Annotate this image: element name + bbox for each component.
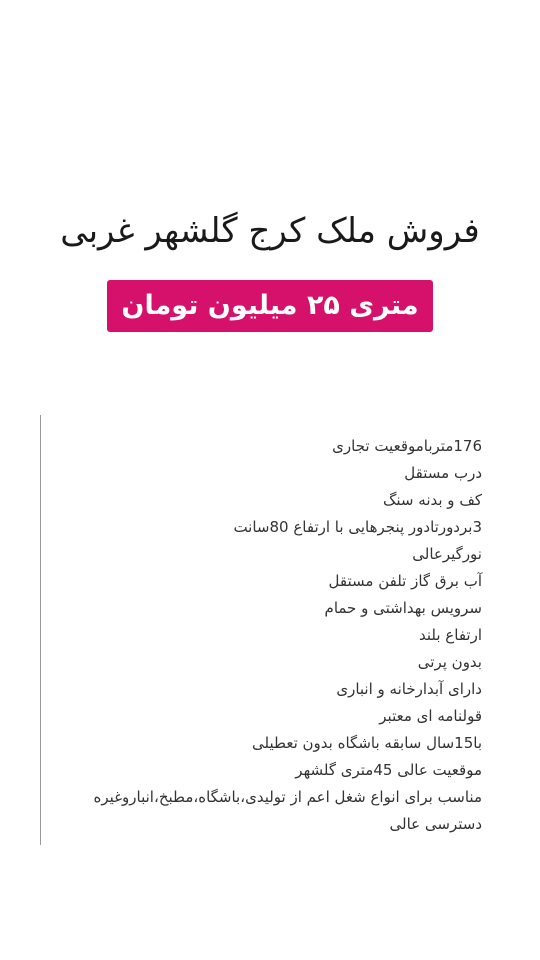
feature-item: نورگیرعالی	[412, 545, 482, 563]
price-badge-wrapper	[0, 280, 540, 332]
feature-item: سرویس بهداشتی و حمام	[324, 599, 482, 617]
feature-item: با15سال سابقه باشگاه بدون تعطیلی	[252, 734, 482, 752]
feature-item: ارتفاع بلند	[418, 626, 482, 644]
feature-item: درب مستقل	[404, 464, 482, 482]
feature-item: قولنامه ای معتبر	[379, 707, 482, 725]
feature-item: موقعیت عالی 45متری گلشهر	[295, 761, 482, 779]
divider-line	[40, 415, 41, 845]
feature-item: 3بردورتادور پنجرهایی با ارتفاع 80سانت	[233, 518, 482, 536]
feature-item: دسترسی عالی	[389, 815, 482, 833]
feature-item: مناسب برای انواع شغل اعم از تولیدی،باشگاه،مطبخ،انباروغیره	[93, 788, 482, 806]
listing-title: فروش ملک کرج گلشهر غربی	[60, 211, 480, 251]
feature-list	[42, 433, 482, 838]
feature-item: 176متربا‌موقعیت تجاری	[332, 437, 482, 455]
price-badge: متری ۲۵ میلیون تومان	[107, 280, 432, 332]
feature-item: بدون پرتی	[417, 653, 482, 671]
feature-item: کف و بدنه سنگ	[382, 491, 482, 509]
feature-item: آب برق گاز تلفن مستقل	[328, 572, 482, 590]
feature-item: دارای آبدارخانه و انباری	[336, 680, 482, 698]
